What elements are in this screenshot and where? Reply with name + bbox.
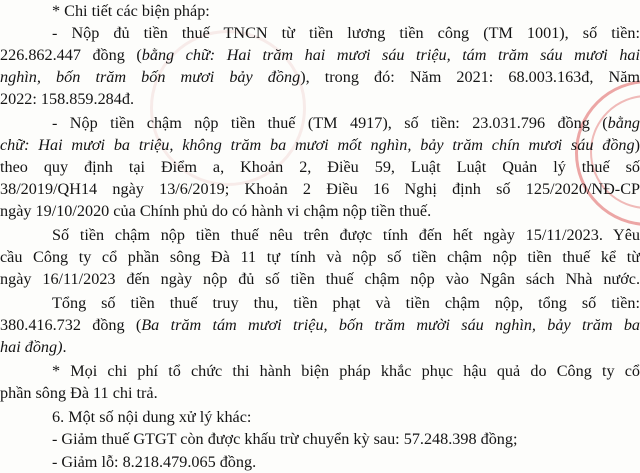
doc-line-15: 380.416.732 đồng (Ba trăm tám mươi triệu, bốn trăm mười sáu nghìn, bảy trăm ba bbox=[0, 316, 640, 334]
doc-line-16: hai đồng). bbox=[0, 338, 67, 356]
doc-line-17: * Mọi chi phí tổ chức thi hành biện pháp khắc phục hậu quả do Công ty cổ bbox=[52, 362, 640, 380]
doc-line-10: ngày 19/10/2020 của Chính phủ do có hành vi chậm nộp tiền thuế. bbox=[0, 202, 432, 220]
doc-line-5: 2022: 158.859.284đ. bbox=[0, 90, 134, 108]
doc-line-20: - Giảm thuế GTGT còn được khấu trừ chuyển kỳ sau: 57.248.398 đồng; bbox=[52, 430, 518, 448]
doc-line-14: Tổng số tiền thuế truy thu, tiền phạt và tiền chậm nộp, tổng số tiền: bbox=[52, 294, 640, 312]
doc-line-8: theo quy định tại Điểm a, Khoản 2, Điều 59, Luật Luật Quản lý thuế số bbox=[0, 158, 640, 176]
doc-line-2: - Nộp đủ tiền thuế TNCN từ tiền lương tiền công (TM 1001), số tiền: bbox=[52, 24, 640, 42]
doc-line-12: cầu Công ty cổ phần sông Đà 11 tự tính và nộp số tiền chậm nộp tiền thuế kể từ bbox=[0, 248, 640, 266]
doc-line-3: 226.862.447 đồng (bằng chữ: Hai trăm hai mươi sáu triệu, tám trăm sáu mươi hai bbox=[0, 46, 640, 64]
doc-line-18: phần sông Đà 11 chi trả. bbox=[0, 384, 158, 402]
doc-line-11: Số tiền chậm nộp tiền thuế nêu trên được tính đến hết ngày 15/11/2023. Yêu bbox=[52, 226, 640, 244]
doc-line-7: chữ: Hai mươi ba triệu, không trăm ba mươi mốt nghìn, bảy trăm chín mươi sáu đồng) bbox=[0, 136, 640, 154]
doc-line-19: 6. Một số nội dung xử lý khác: bbox=[52, 408, 252, 426]
doc-line-4: nghìn, bốn trăm bốn mươi bảy đồng), trong đó: Năm 2021: 68.003.163đ, Năm bbox=[0, 68, 640, 86]
doc-line-1: * Chi tiết các biện pháp: bbox=[52, 2, 210, 20]
doc-line-13: ngày 16/11/2023 đến ngày nộp đủ số tiền thuế chậm nộp vào Ngân sách Nhà nước. bbox=[0, 270, 640, 288]
doc-line-9: 38/2019/QH14 ngày 13/6/2019; Khoản 2 Điều 16 Nghị định số 125/2020/NĐ-CP bbox=[0, 180, 640, 198]
doc-line-21: - Giảm lỗ: 8.218.479.065 đồng. bbox=[52, 453, 257, 471]
doc-line-6: - Nộp tiền chậm nộp tiền thuế (TM 4917), số tiền: 23.031.796 đồng (bằng bbox=[52, 114, 640, 132]
